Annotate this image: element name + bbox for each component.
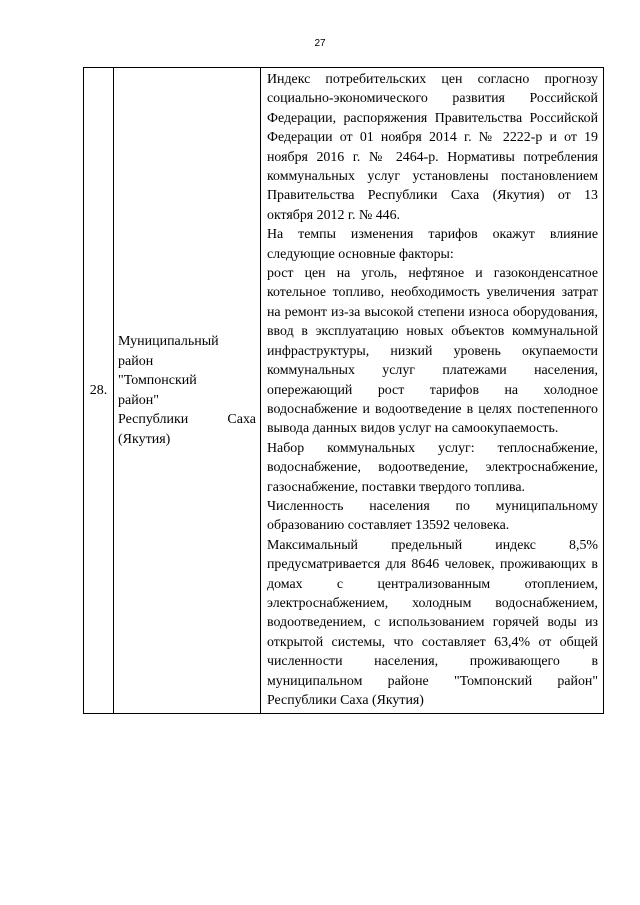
- paragraph-price-index: Индекс потребительских цен согласно прогнозу социально-экономического развития Российской Федерации, распоряжения Правительства Российской Федерации от 01 ноября 2014 г. № 2222-р и от 19 ноября 2016 г. № 2464-р. Нормативы потребления коммунальных услуг установлены постановлением Правительства Республики Саха (Якутия) от 13 октября 2012 г. № 446.: [267, 72, 598, 223]
- row-number: 28.: [84, 68, 114, 714]
- tariff-table: [83, 67, 604, 714]
- municipality-line: район": [118, 392, 159, 408]
- table-row: [84, 68, 604, 714]
- paragraph-max-index: Максимальный предельный индекс 8,5% предусматривается для 8646 человек, проживающих в домах с централизованным отоплением, электроснабжением, холодным водоснабжением, водоотведением, с использованием горячей воды из открытой системы, что составляет 63,4% от общей численности населения, проживающего в муниципальном районе "Томпонский район" Республики Саха (Якутия): [267, 537, 598, 708]
- municipality-line: Республики Саха: [118, 412, 256, 428]
- paragraph-factors: рост цен на уголь, нефтяное и газоконденсатное котельное топливо, необходимость увеличения затрат на ремонт из-за высокой степени износа оборудования, ввод в эксплуатацию новых объектов коммунальной инфраструктуры, низкий уровень окупаемости коммунальных услуг платежами населения, опережающий рост тарифов на холодное водоснабжение и водоотведение в целях постепенного вывода данных видов услуг на самоокупаемость.: [267, 266, 598, 437]
- municipality-line: район: [118, 353, 154, 369]
- municipality-name: [114, 68, 261, 714]
- paragraph-services: Набор коммунальных услуг: теплоснабжение, водоснабжение, водоотведение, электроснабжение, газоснабжение, поставки твердого топлива.: [267, 440, 598, 495]
- municipality-line: (Якутия): [118, 431, 171, 447]
- paragraph-population: Численность населения по муниципальному образованию составляет 13592 человека.: [267, 498, 598, 534]
- paragraph-factors-intro: На темпы изменения тарифов окажут влияние следующие основные факторы:: [267, 227, 598, 262]
- description-cell: [261, 68, 604, 714]
- municipality-line: "Томпонский: [118, 373, 197, 389]
- page-number: 27: [314, 38, 326, 49]
- municipality-line: Муниципальный: [118, 334, 219, 350]
